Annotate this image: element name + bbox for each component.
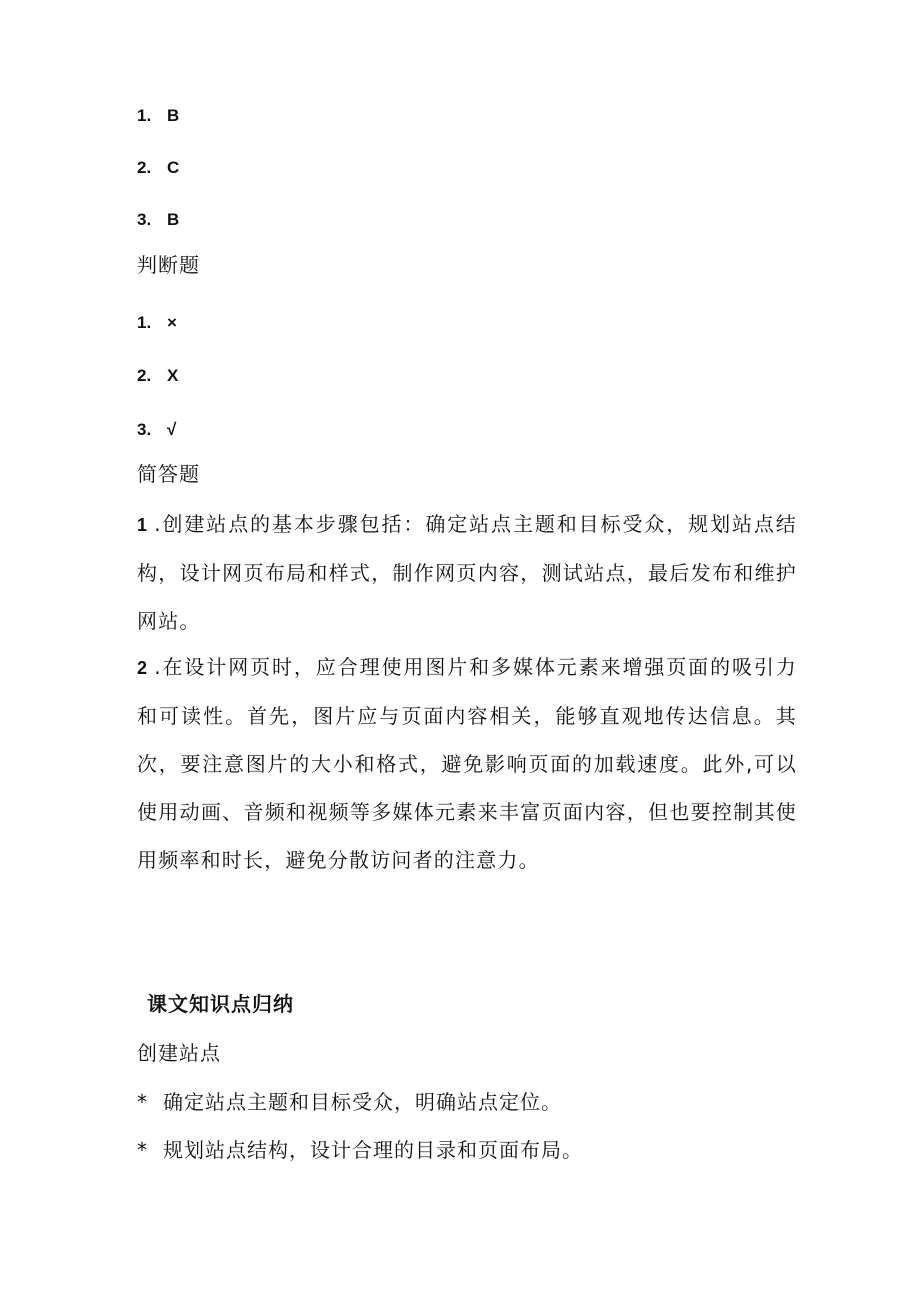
answer-number: 2.: [137, 158, 152, 177]
answer-value: √: [167, 420, 177, 439]
choice-answer-1: [137, 107, 179, 124]
short-answer-title: 简答题: [137, 462, 200, 486]
bullet-text: 规划站点结构，设计合理的目录和页面布局。: [163, 1138, 583, 1162]
short-answer-item-2: [137, 643, 797, 884]
item-number: 2: [137, 658, 149, 678]
bullet-text: 确定站点主题和目标受众，明确站点定位。: [163, 1090, 562, 1114]
answer-value: B: [167, 210, 180, 229]
answer-number: 3.: [137, 210, 152, 229]
summary-bullet-2: [137, 1140, 583, 1160]
answer-value: B: [167, 106, 180, 125]
item-number: 1: [137, 515, 149, 535]
summary-heading: 课文知识点归纳: [147, 992, 294, 1016]
summary-subheading: 创建站点: [137, 1041, 221, 1065]
answer-number: 2.: [137, 366, 152, 385]
judgement-answer-1: [137, 314, 177, 331]
item-text: .在设计网页时，应合理使用图片和多媒体元素来增强页面的吸引力和可读性。首先，图片应与页面内容相关，能够直观地传达信息。其次，要注意图片的大小和格式，避免影响页面的加载速度。此外,可以使用动画、音频和视频等多媒体元素来丰富页面内容，但也要控制其使用频率和时长，避免分散访问者的注意力。: [137, 655, 797, 872]
answer-value: C: [167, 158, 180, 177]
judgement-title: 判断题: [137, 253, 200, 277]
short-answer-item-1: [137, 500, 797, 645]
answer-number: 3.: [137, 420, 152, 439]
asterisk-icon: *: [137, 1090, 148, 1114]
choice-answer-3: [137, 211, 179, 228]
asterisk-icon: *: [137, 1138, 148, 1162]
choice-answer-2: [137, 159, 179, 176]
answer-value: ×: [167, 313, 177, 332]
answer-number: 1.: [137, 106, 152, 125]
answer-number: 1.: [137, 313, 152, 332]
answer-value: X: [167, 366, 179, 385]
judgement-answer-2: [137, 367, 178, 384]
judgement-answer-3: [137, 421, 176, 438]
item-text: .创建站点的基本步骤包括：确定站点主题和目标受众，规划站点结构，设计网页布局和样式，制作网页内容，测试站点，最后发布和维护网站。: [137, 512, 797, 633]
summary-bullet-1: [137, 1092, 562, 1112]
